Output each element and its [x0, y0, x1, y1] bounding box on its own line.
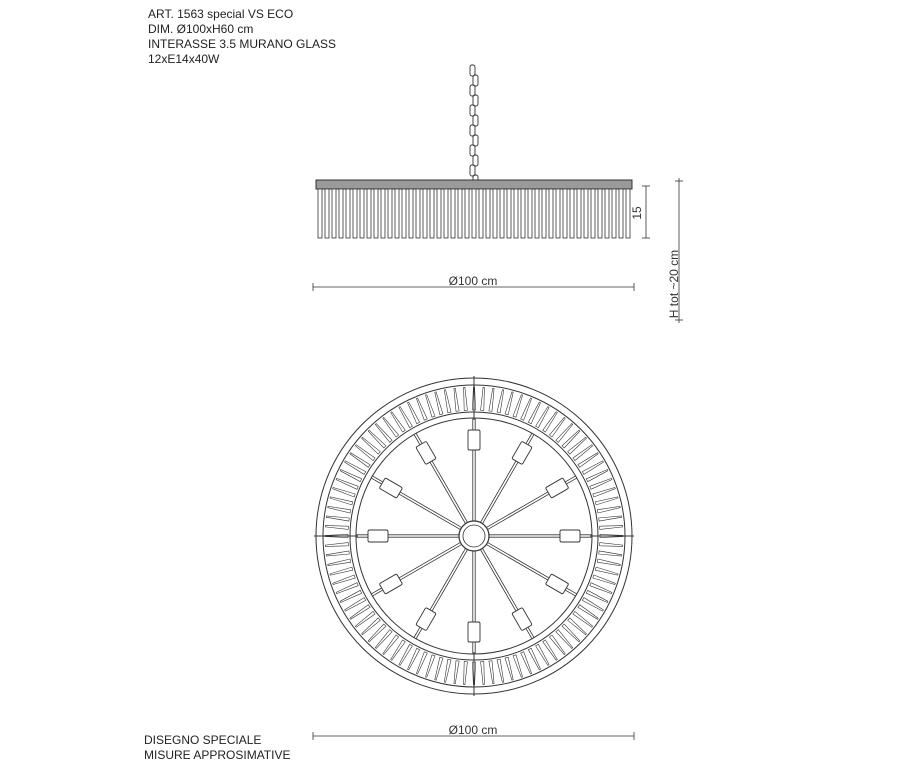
- chain-link: [473, 135, 478, 146]
- glass-rod-top: [489, 388, 494, 411]
- glass-rod: [402, 189, 406, 238]
- glass-rod-top: [325, 526, 348, 530]
- spec-bulbs: 12xE14x40W: [148, 52, 220, 66]
- lamp-holder: [545, 574, 568, 594]
- glass-rod-top: [528, 648, 540, 670]
- glass-rod: [549, 189, 553, 238]
- glass-rod-top: [597, 506, 620, 513]
- glass-rod: [367, 189, 371, 238]
- glass-rod-top: [528, 402, 540, 424]
- glass-rod-top: [435, 657, 443, 680]
- glass-rod-top: [454, 661, 459, 684]
- glass-rod: [542, 189, 546, 238]
- chain-link: [473, 75, 478, 86]
- glass-rod: [521, 189, 525, 238]
- footer-approximate-measures: MISURE APPROSIMATIVE: [144, 748, 291, 762]
- glass-rod: [570, 189, 574, 238]
- glass-rod-top: [481, 662, 485, 685]
- lamp-arm: [486, 542, 576, 596]
- glass-rod-top: [330, 497, 353, 505]
- glass-rod-top: [600, 526, 623, 530]
- glass-rod-top: [464, 662, 468, 685]
- lamp-arm: [356, 530, 459, 542]
- lamp-arm: [486, 476, 576, 530]
- glass-rod: [332, 189, 336, 238]
- glass-rod: [325, 189, 329, 238]
- chain-link: [470, 125, 475, 136]
- footer-special-drawing: DISEGNO SPECIALE: [144, 733, 262, 747]
- glass-rod: [612, 189, 616, 238]
- glass-rod-top: [333, 488, 356, 498]
- glass-rod: [395, 189, 399, 238]
- lamp-arm: [480, 433, 534, 523]
- glass-rod-top: [513, 395, 523, 418]
- chain-link: [473, 155, 478, 166]
- glass-rod: [507, 189, 511, 238]
- lamp-arm: [371, 542, 461, 596]
- glass-rod-top: [325, 543, 348, 547]
- glass-rod: [514, 189, 518, 238]
- glass-rod: [479, 189, 483, 238]
- lamp-arm: [371, 476, 461, 530]
- glass-rod: [388, 189, 392, 238]
- suspension-chain: [470, 65, 478, 186]
- glass-rod: [346, 189, 350, 238]
- glass-rod: [409, 189, 413, 238]
- glass-rod-top: [326, 516, 349, 521]
- chain-link: [473, 115, 478, 126]
- glass-rod: [500, 189, 504, 238]
- glass-rod: [577, 189, 581, 238]
- glass-rod-top: [505, 392, 513, 415]
- glass-rod-top: [586, 590, 608, 602]
- top-width-label: Ø100 cm: [448, 723, 498, 737]
- glass-rod-top: [521, 652, 532, 674]
- lamp-holder: [560, 530, 580, 542]
- glass-rod-top: [416, 652, 427, 674]
- lamp-arm: [414, 548, 468, 638]
- lamp-holder: [416, 441, 436, 464]
- lamp-holder: [512, 441, 532, 464]
- glass-rod-top: [336, 583, 358, 594]
- chain-link: [470, 105, 475, 116]
- lamp-holder: [545, 478, 568, 498]
- glass-rod-top: [600, 543, 623, 547]
- chain-link: [470, 145, 475, 156]
- lamp-arm: [480, 548, 534, 638]
- glass-rod-top: [593, 575, 616, 585]
- chain-link: [473, 95, 478, 106]
- glass-rod: [374, 189, 378, 238]
- lamp-holder: [468, 622, 480, 642]
- lamp-arm: [414, 433, 468, 523]
- glass-rod: [458, 189, 462, 238]
- glass-rod-top: [340, 470, 362, 482]
- glass-rod: [339, 189, 343, 238]
- glass-rod: [430, 189, 434, 238]
- glass-rod: [535, 189, 539, 238]
- glass-rod: [591, 189, 595, 238]
- glass-rod-top: [328, 506, 351, 513]
- glass-rod: [360, 189, 364, 238]
- glass-rod-top: [590, 583, 612, 594]
- glass-rod-top: [595, 567, 618, 575]
- lamp-arm: [468, 551, 480, 654]
- glass-rod: [318, 189, 322, 238]
- glass-rod-top: [521, 398, 532, 420]
- glass-rod-top: [330, 567, 353, 575]
- glass-rod: [598, 189, 602, 238]
- side-height-label: 15: [630, 206, 644, 220]
- glass-rod: [619, 189, 623, 238]
- chain-link: [470, 85, 475, 96]
- glass-rod-top: [599, 551, 622, 556]
- glass-rod: [451, 189, 455, 238]
- lamp-holder: [379, 574, 402, 594]
- glass-rod-top: [416, 398, 427, 420]
- total-height-label: H tot ~20 cm: [667, 249, 681, 319]
- glass-rod: [416, 189, 420, 238]
- glass-rod-top: [505, 657, 513, 680]
- glass-rod-top: [497, 659, 504, 682]
- lamp-arm: [489, 530, 592, 542]
- glass-rod-top: [340, 590, 362, 602]
- lamp-holder: [416, 607, 436, 630]
- glass-rod: [605, 189, 609, 238]
- glass-rod-top: [513, 655, 523, 678]
- glass-rod-top: [599, 516, 622, 521]
- glass-rod-top: [328, 559, 351, 566]
- glass-rod: [353, 189, 357, 238]
- side-width-label: Ø100 cm: [448, 274, 498, 288]
- glass-rod: [472, 189, 476, 238]
- glass-rod-top: [489, 661, 494, 684]
- chain-link: [470, 65, 475, 76]
- lamp-holder: [379, 478, 402, 498]
- glass-rod: [493, 189, 497, 238]
- top-view: [313, 376, 634, 740]
- glass-rod: [563, 189, 567, 238]
- glass-rod-top: [454, 388, 459, 411]
- glass-rod: [423, 189, 427, 238]
- lamp-holder: [512, 607, 532, 630]
- glass-rod: [584, 189, 588, 238]
- lamp-arm: [468, 418, 480, 521]
- canopy-frame: [316, 180, 632, 189]
- spec-article: ART. 1563 special VS ECO: [148, 7, 294, 21]
- glass-rod-top: [426, 655, 436, 678]
- side-view: [313, 65, 683, 323]
- glass-rod-top: [333, 575, 356, 585]
- glass-rod-top: [336, 478, 358, 489]
- chain-link: [470, 165, 475, 176]
- glass-rod: [528, 189, 532, 238]
- glass-rods: [318, 189, 630, 238]
- footer-notes: [144, 733, 290, 763]
- glass-rod: [381, 189, 385, 238]
- glass-rod-top: [481, 387, 485, 410]
- glass-rod: [465, 189, 469, 238]
- lamp-holder: [368, 530, 388, 542]
- glass-rod-top: [426, 395, 436, 418]
- glass-rod: [556, 189, 560, 238]
- glass-rod-top: [586, 470, 608, 482]
- glass-rod-top: [444, 659, 451, 682]
- spec-dimensions: DIM. Ø100xH60 cm: [148, 22, 254, 36]
- glass-rod-top: [435, 392, 443, 415]
- glass-rod-top: [444, 390, 451, 413]
- glass-rod-top: [326, 551, 349, 556]
- glass-rod-top: [597, 559, 620, 566]
- glass-rod: [437, 189, 441, 238]
- glass-rod-top: [595, 497, 618, 505]
- glass-rod-top: [497, 390, 504, 413]
- glass-rod: [444, 189, 448, 238]
- glass-rod-top: [593, 488, 616, 498]
- spec-spacing-material: INTERASSE 3.5 MURANO GLASS: [148, 37, 337, 51]
- glass-rod: [486, 189, 490, 238]
- lamp-holder: [468, 430, 480, 450]
- central-hub: [459, 521, 489, 551]
- glass-rod-top: [464, 387, 468, 410]
- glass-rod-top: [408, 648, 420, 670]
- glass-rod-top: [408, 402, 420, 424]
- glass-rod-top: [590, 478, 612, 489]
